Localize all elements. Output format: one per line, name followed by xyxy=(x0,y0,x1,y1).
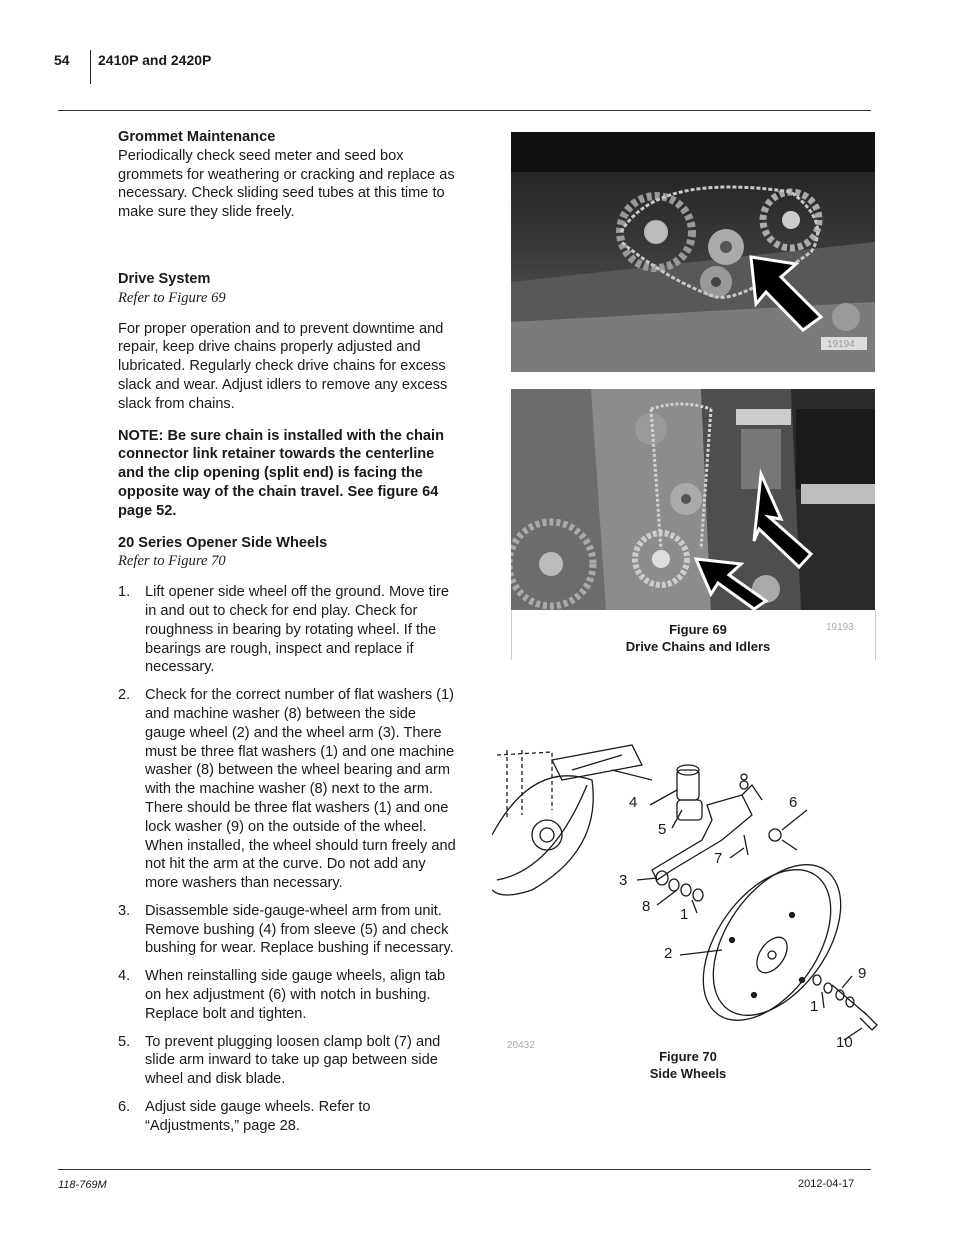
callout-label: 4 xyxy=(629,794,638,811)
photo-id-label: 19194 xyxy=(827,339,855,350)
list-item: 3. Disassemble side-gauge-wheel arm from unit. Remove bushing (4) from sleeve (5) and check bushing for wear. Replace bushing if necessary. xyxy=(118,902,454,957)
list-item: 4. When reinstalling side gauge wheels, align tab on hex adjustment (6) with notch in bushing. Replace bolt and tighten. xyxy=(118,968,446,1022)
figure69-caption: Figure 69 Drive Chains and Idlers xyxy=(625,622,771,654)
footer-date: 2012-04-17 xyxy=(798,1178,855,1190)
callout-label: 2 xyxy=(664,945,673,962)
footer-rule xyxy=(58,1169,871,1170)
figure69-photo-bottom xyxy=(511,389,875,610)
figure69-photo-top xyxy=(511,132,875,372)
list-item: 1. Lift opener side wheel off the ground. Move tire in and out to check for end play. Check for roughness in bearing by rotating wheel. If the bearings are rough, inspect and replace if necessary. xyxy=(118,584,449,676)
figure69-photo-id: 19193 xyxy=(826,622,854,633)
callout-label: 9 xyxy=(858,965,867,982)
figure70-drawing-id: 20432 xyxy=(507,1040,535,1051)
page-number: 54 xyxy=(54,52,70,68)
figure70-drawing xyxy=(492,740,884,1055)
callout-label: 6 xyxy=(789,794,798,811)
drive-ref: Refer to Figure 69 xyxy=(118,289,226,306)
drive-chain-photo-2 xyxy=(511,389,875,610)
callout-label: 5 xyxy=(658,821,667,838)
figure70-caption: Figure 70 Side Wheels xyxy=(649,1049,727,1081)
drive-chain-photo-1 xyxy=(511,132,875,372)
list-item: 5. To prevent plugging loosen clamp bolt (7) and slide arm inward to take up gap between side wheel and disk blade. xyxy=(118,1033,441,1088)
callout-label: 3 xyxy=(619,872,628,889)
header-divider xyxy=(90,50,91,84)
callout-label: 7 xyxy=(714,850,723,867)
callout-label: 1 xyxy=(810,998,819,1015)
list-item: 6. Adjust side gauge wheels. Refer to “Adjustments,” page 28. xyxy=(118,1099,371,1134)
callout-label: 10 xyxy=(836,1034,853,1051)
grommet-heading: Grommet Maintenance xyxy=(118,129,276,145)
opener-steps xyxy=(118,583,460,1136)
opener-heading: 20 Series Opener Side Wheels xyxy=(118,534,328,551)
side-wheel-exploded-drawing xyxy=(492,740,884,1055)
header-rule xyxy=(58,110,871,111)
list-item: 2. Check for the correct number of flat washers (1) and machine washer (8) between the side gauge wheel (2) and the wheel arm (3). There must be three flat washers (1) and one machine washer (8) between the wheel bearing and arm with the machine washer (8) next to the arm. There should be three flat washers (1) and one lock washer (9) on the outside of the wheel. When installed, the wheel should turn freely and not hit the arm at the curve. Do not add any more washers than necessary. xyxy=(118,687,456,892)
drive-body: For proper operation and to prevent downtime and repair, keep drive chains properly adjusted and lubricated. Regularly check drive chains for excess slack and wear. Adjust idlers to remove any excess slack from chains. xyxy=(118,320,448,412)
callout-label: 1 xyxy=(680,906,689,923)
text-column xyxy=(118,128,460,1145)
footer-doc-id: 118-769M xyxy=(58,1179,107,1191)
header-title: 2410P and 2420P xyxy=(98,52,212,68)
drive-note: NOTE: Be sure chain is installed with the chain connector link retainer towards the centerline and the clip opening (split end) is facing the opposite way of the chain travel. See figure 64 page 52. xyxy=(118,427,444,519)
opener-ref: Refer to Figure 70 xyxy=(118,553,226,570)
grommet-body: Periodically check seed meter and seed box grommets for weathering or cracking and replace as necessary. Check sliding seed tubes at this time to make sure they slide freely. xyxy=(118,147,455,221)
callout-label: 8 xyxy=(642,898,651,915)
drive-heading: Drive System xyxy=(118,270,211,287)
